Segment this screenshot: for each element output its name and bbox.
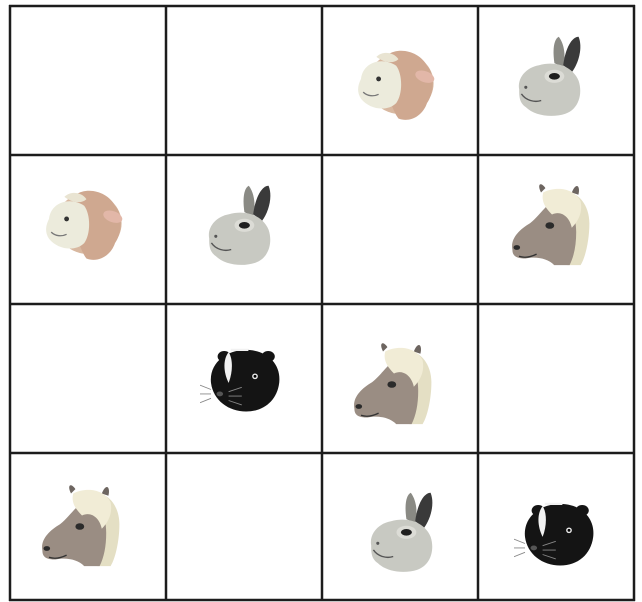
board-cell-r1-c2[interactable] xyxy=(166,6,322,155)
board-cell-r3-c1[interactable] xyxy=(10,304,166,453)
board-cell-r4-c2[interactable] xyxy=(166,453,322,600)
board-cell-r1-c1[interactable] xyxy=(10,6,166,155)
board-cell-r2-c3[interactable] xyxy=(322,155,478,304)
board-cell-r3-c4[interactable] xyxy=(478,304,634,453)
